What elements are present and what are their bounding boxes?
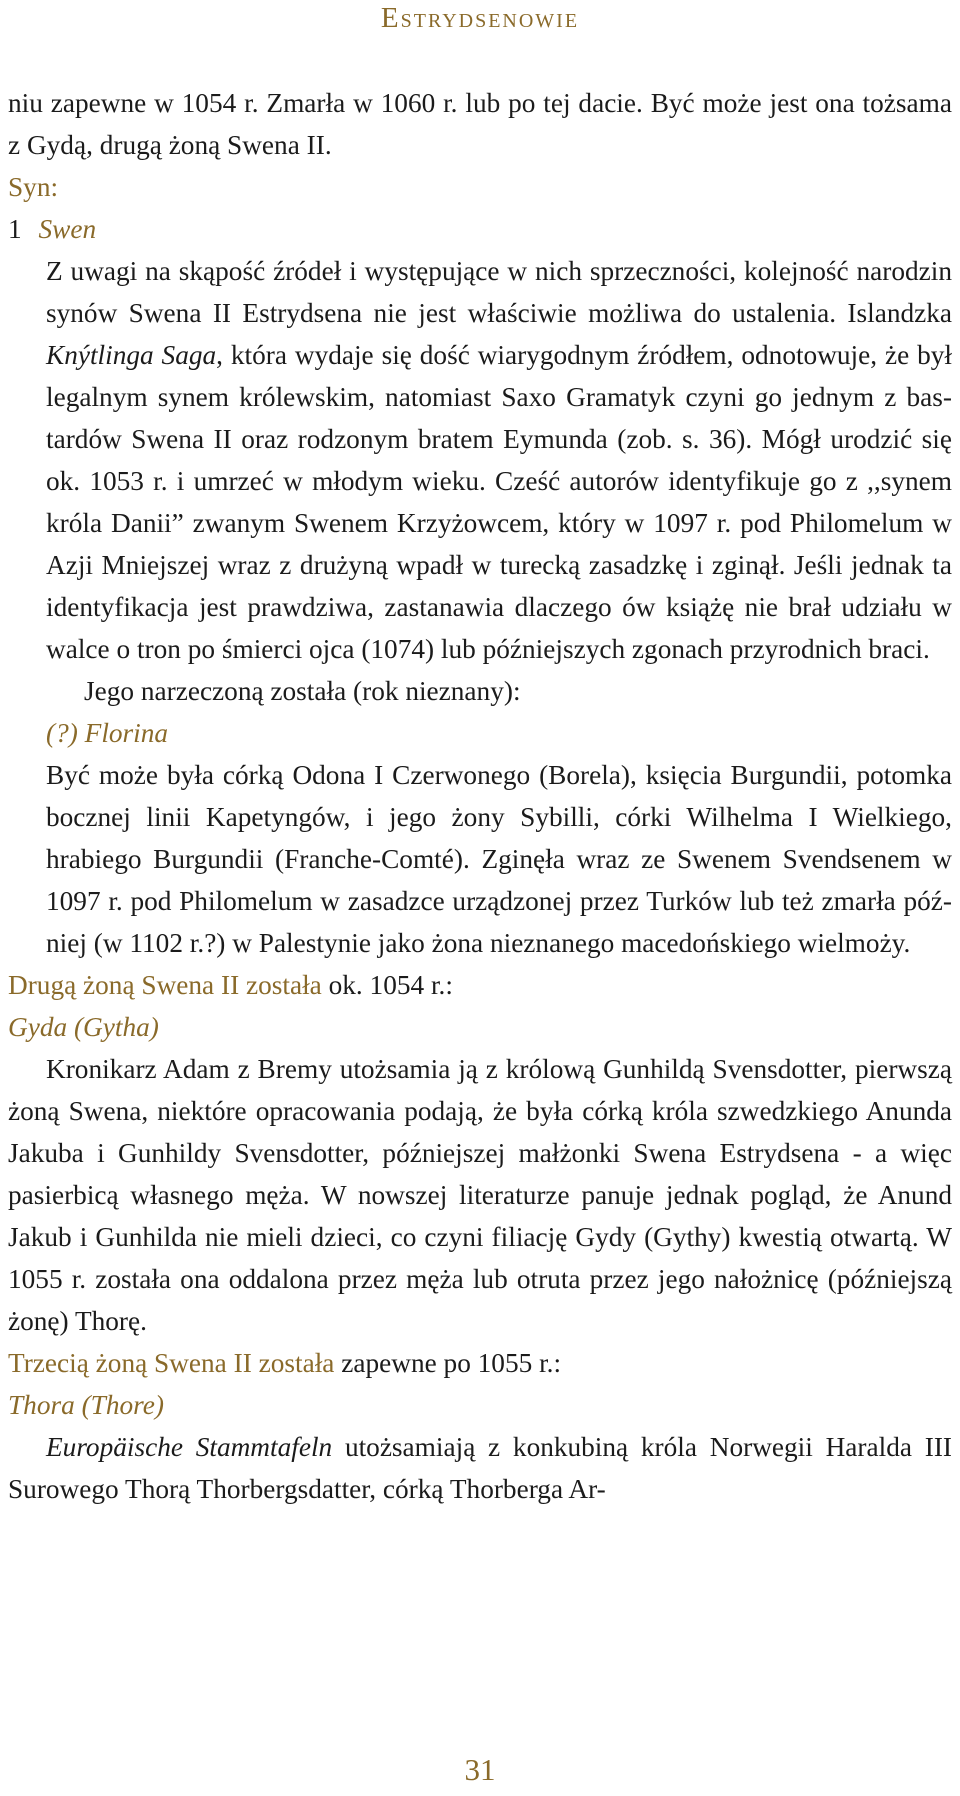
third-wife-label: Trzecią żoną Swena II została bbox=[8, 1348, 335, 1378]
son-paragraph bbox=[8, 250, 952, 670]
son-name: Swen bbox=[38, 214, 97, 244]
gyda-paragraph: Kronikarz Adam z Bremy utożsamia ją z królową Gunhildą Svensdotter, pierwszą żoną Swena, niektóre opracowania podają, że była córką króla szwedzkiego Anunda Jakuba i Gunhildy Svensdotter, późniejszej małżonki Swena Estrydsena - a więc pasierbicą własnego męża. W nowszej literaturze panuje jednak pogląd, że Anund Jakub i Gunhilda nie mieli dzieci, co czyni filiację Gydy (Gythy) kwestią otwartą. W 1055 r. została ona oddalona przez męża lub otruta przez jego nałożnicę (późniejszą żonę) Thorę. bbox=[8, 1054, 952, 1336]
second-wife-label: Drugą żoną Swena II została bbox=[8, 970, 322, 1000]
thora-paragraph-text: utożsamiają z konkubiną króla Norwegii Haralda III Surowego Thorą Thorbergsdatter, córką Thorberga Ar- bbox=[8, 1432, 952, 1504]
florina-paragraph: Być może była córką Odona I Czerwonego (Borela), księcia Burgundii, potomka bocznej linii Kapetyngów, i jego żony Sybilli, córki Wilhelma I Wielkiego, hrabiego Burgundii (Franche-Comté). Zginęła wraz ze Swenem Svendsenem w 1097 r. pod Philomelum w zasadzce urządzonej przez Turków lub też zmarła później (w 1102 r.?) w Palestynie jako żona nieznanego macedońskiego wielmoży. bbox=[46, 760, 952, 958]
son-heading: Syn: bbox=[8, 172, 59, 202]
stammtafeln-title: Europäische Stammtafeln bbox=[46, 1432, 333, 1462]
son-number: 1 bbox=[8, 214, 22, 244]
third-wife-heading bbox=[8, 1342, 952, 1384]
gyda-name: Gyda (Gytha) bbox=[8, 1012, 159, 1042]
page-number: 31 bbox=[464, 1752, 496, 1787]
florina-name: (?) Florina bbox=[46, 718, 169, 748]
paragraph-continuation: niu zapewne w 1054 r. Zmarła w 1060 r. lub po tej dacie. Być może jest ona tożsama z Gydą, drugą żoną Swena II. bbox=[8, 88, 952, 160]
second-wife-date: ok. 1054 r.: bbox=[321, 970, 453, 1000]
betrothed-intro: Jego narzeczoną została (rok nieznany): bbox=[84, 676, 521, 706]
son-entry-heading bbox=[8, 208, 952, 250]
son-paragraph-part-b: , która wydaje się dość wiarygodnym źródłem, odnotowuje, że był legalnym synem królewskim, natomiast Saxo Gramatyk czyni go jednym z bastardów Swena II oraz rodzonym bratem Eymunda (zob. s. 36). Mógł urodzić się ok. 1053 r. i umrzeć w młodym wieku. Cześć autorów identyfikuje go z ,,synem króla Danii” zwanym Swenem Krzyżowcem, który w 1097 r. pod Philomelum w Azji Mniejszej wraz z drużyną wpadł w turecką zasadzkę i zginął. Jeśli jednak ta identyfikacja jest prawdziwa, zastanawia dlaczego ów książę nie brał udziału w walce o tron po śmierci ojca (1074) lub późniejszych zgonach przyrodnich braci. bbox=[46, 340, 952, 664]
thora-paragraph bbox=[8, 1426, 952, 1510]
second-wife-heading bbox=[8, 964, 952, 1006]
thora-name: Thora (Thore) bbox=[8, 1390, 164, 1420]
saga-title: Knýtlinga Saga bbox=[46, 340, 217, 370]
body-text bbox=[8, 82, 952, 1510]
running-header: Estrydsenowie bbox=[380, 2, 580, 34]
son-paragraph-part-a: Z uwagi na skąpość źródeł i występujące w nich sprzeczności, kolejność narodzin synów Swena II Estrydsena nie jest właściwie możliwa do ustalenia. Islandzka bbox=[46, 256, 952, 328]
third-wife-date: zapewne po 1055 r.: bbox=[334, 1348, 562, 1378]
